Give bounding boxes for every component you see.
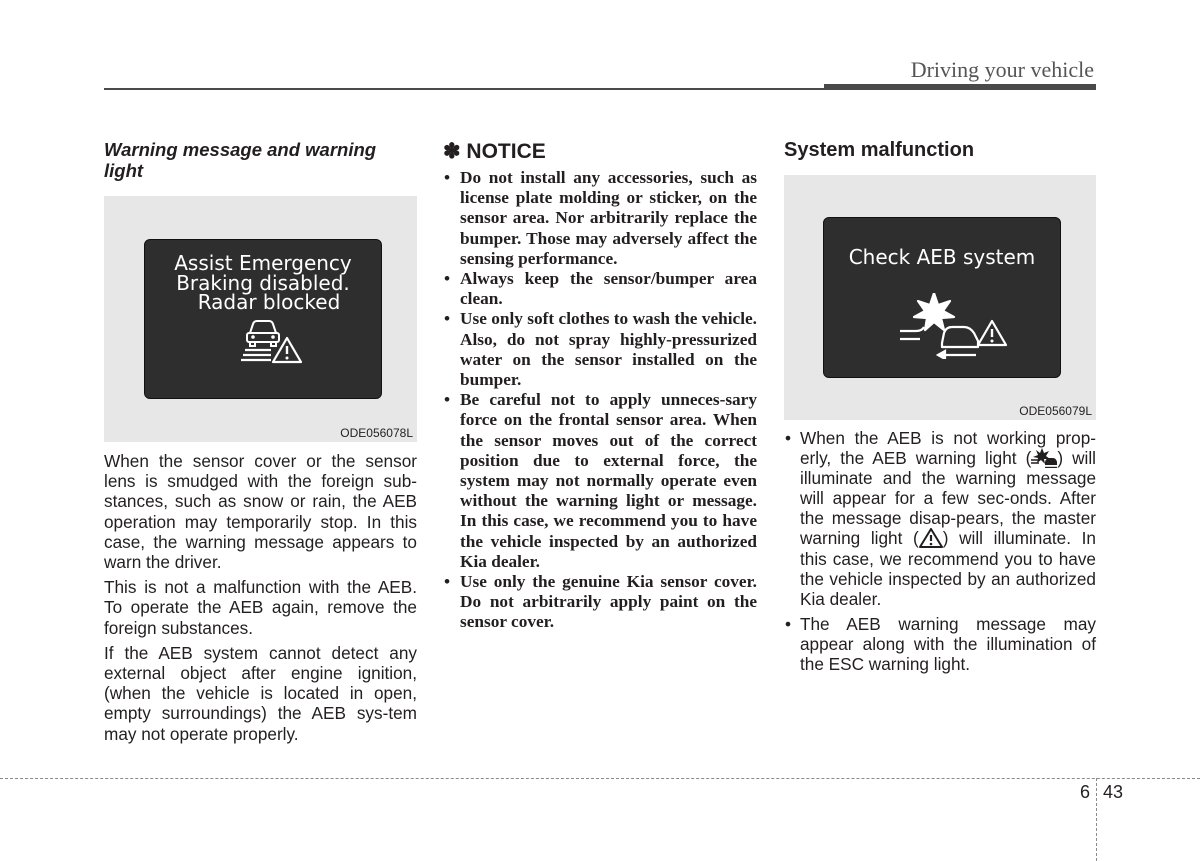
notice-item: • Do not install any accessories, such as license plate molding or sticker, on the sensor area. Nor arbitrarily replace the bumper. Those may adversely affect the sensing performance. [443, 168, 757, 269]
malfunction-bullets [784, 428, 1096, 679]
figure-check-aeb [784, 175, 1096, 420]
cluster-display-radar-blocked [144, 239, 382, 399]
paragraph: If the AEB system cannot detect any external object after engine ignition, (when the vehicle is located in open, empty surroundings) the AEB sys-tem may not operate properly. [104, 642, 417, 744]
chapter-number: 6 [1080, 782, 1091, 802]
cluster-display-check-aeb [823, 217, 1061, 378]
display-line-1: Assist Emergency [174, 251, 352, 275]
paragraph: When the sensor cover or the sensor lens is smudged with the foreign sub-stances, such as snow or rain, the AEB operation may temporarily stop. In this case, the warning message appears to warn the driver. [104, 451, 417, 573]
figure-code: ODE056078L [340, 426, 413, 440]
aeb-collision-icon [898, 293, 1010, 359]
malfunction-bullet-1 [784, 428, 1096, 609]
page-header-title: Driving your vehicle [910, 57, 1094, 82]
bullet1-text-b: ) will illuminate and the warning message will appear for a few sec-onds. After the message disap-pears, the master warning light ( [800, 448, 1096, 549]
paragraph: This is not a malfunction with the AEB. To operate the AEB again, remove the foreign substances. [104, 577, 417, 638]
display-check-aeb-text: Check AEB system [848, 245, 1036, 269]
display-line-2: Braking disabled. [176, 271, 350, 295]
bullet1-text-c: ) will illuminate. In this case, we recommend you to have the vehicle inspected by an authorized Kia dealer. [800, 528, 1096, 609]
car-sensor-warning-icon [237, 316, 307, 364]
system-malfunction-heading: System malfunction [784, 139, 975, 161]
header-rule-accent [824, 84, 1096, 90]
notice-title: ✽ NOTICE [443, 140, 546, 163]
figure-code: ODE056079L [1019, 404, 1092, 418]
malfunction-bullet-2: • The AEB warning message may appear along with the illumination of the ESC warning light. [784, 614, 1096, 674]
master-warning-icon [919, 528, 943, 548]
warning-message-subheading: Warning message and warning light [104, 139, 377, 181]
page-number: 43 [1103, 782, 1124, 802]
notice-list [443, 168, 757, 633]
bullet1-text-a: When the AEB is not working prop-erly, the AEB warning light ( [800, 428, 1096, 469]
notice-item: • Use only soft clothes to wash the vehicle. Also, do not spray highly-pressurized water on the sensor installed on the bumper. [443, 309, 757, 390]
footer-divider [1096, 778, 1097, 861]
col1-body [104, 451, 417, 749]
notice-item: • Be careful not to apply unneces-sary force on the frontal sensor area. When the sensor moves out of the correct position due to external force, the system may not normally operate even without the warning light or message. In this case, we recommend you to have the vehicle inspected by an authorized Kia dealer. [443, 390, 757, 572]
footer-rule [0, 778, 1200, 779]
aeb-warning-light-icon [1031, 448, 1057, 468]
figure-radar-blocked [104, 196, 417, 442]
notice-item: • Use only the genuine Kia sensor cover. Do not arbitrarily apply paint on the sensor cover. [443, 572, 757, 633]
display-line-3: Radar blocked [197, 290, 341, 314]
notice-item: • Always keep the sensor/bumper area clean. [443, 269, 757, 309]
